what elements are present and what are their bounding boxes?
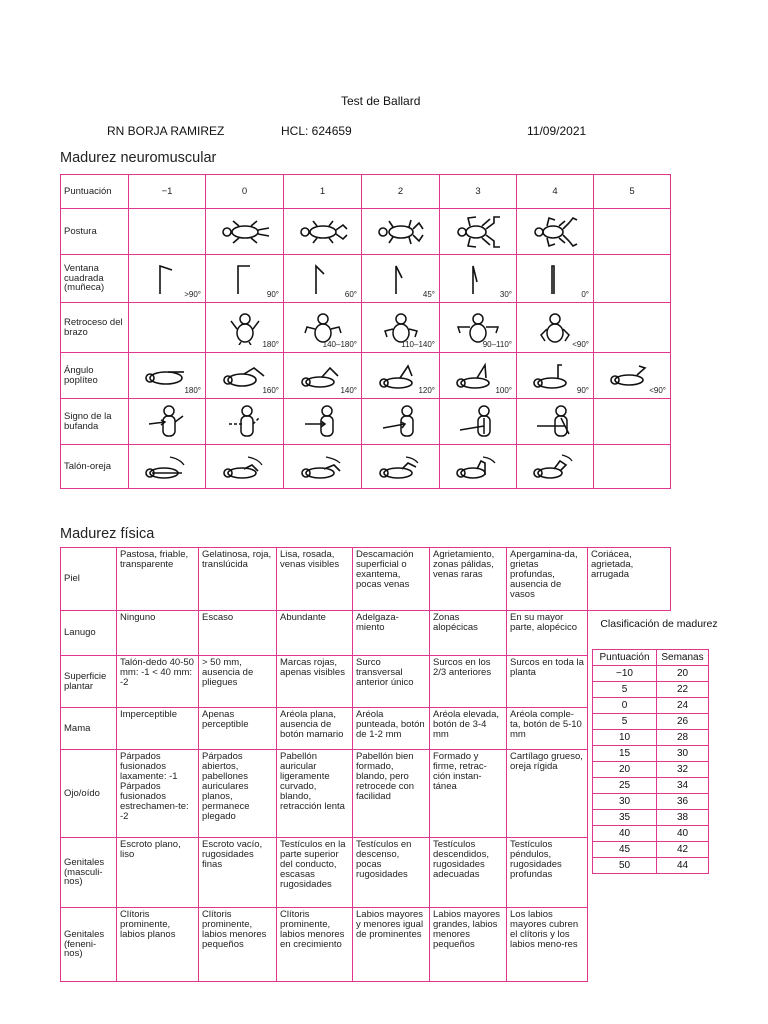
posture-cell (362, 209, 440, 255)
weeks-value: 44 (657, 858, 709, 874)
row-ojo-oido (61, 750, 671, 838)
arm-recoil-cell (362, 303, 440, 353)
popliteal-angle-icon (378, 362, 424, 390)
wrist-angle-icon (308, 262, 338, 296)
arm-recoil-cell (284, 303, 362, 353)
scarf-sign-icon (535, 404, 575, 440)
criteria-cell: Apergamina-da, grietas profundas, ausencia de vasos (507, 548, 588, 611)
angle-label: 140° (340, 385, 357, 395)
criteria-cell: Surcos en los 2/3 anteriores (430, 656, 507, 708)
score-value: 25 (593, 778, 657, 794)
table-row (593, 842, 709, 858)
angle-label: >90° (184, 289, 201, 299)
scarf-cell (517, 399, 594, 445)
angle-label: <90° (572, 339, 589, 349)
window-cell (594, 255, 671, 303)
criteria-cell: Apenas perceptible (199, 708, 277, 750)
patient-hcl: HCL: 624659 (281, 124, 352, 138)
window-cell (129, 255, 206, 303)
criteria-cell: Lisa, rosada, venas visibles (277, 548, 353, 611)
empty-cell (588, 908, 671, 982)
weeks-value: 20 (657, 666, 709, 682)
criteria-cell: Agrietamiento, zonas pálidas, venas raras (430, 548, 507, 611)
posture-figure-icon (217, 217, 273, 247)
row-ventana-cuadrada (61, 255, 671, 303)
scarf-cell (440, 399, 517, 445)
criteria-cell: Labios mayores y menores igual de prominentes (353, 908, 430, 982)
criteria-cell: Adelgaza-miento (353, 611, 430, 656)
posture-cell (517, 209, 594, 255)
patient-name: RN BORJA RAMIREZ (107, 124, 225, 138)
criteria-cell: Talón-dedo 40-50 mm: -1 < 40 mm: -2 (117, 656, 199, 708)
score-value: 0 (593, 698, 657, 714)
criteria-cell: Marcas rojas, apenas visibles (277, 656, 353, 708)
row-talon-oreja (61, 445, 671, 489)
angle-label: 120° (418, 385, 435, 395)
classification-header-row (593, 650, 709, 666)
angle-label: 60° (344, 289, 357, 299)
classification-table (592, 649, 709, 874)
score-value: 5 (593, 714, 657, 730)
neuromuscular-table (60, 174, 671, 489)
criteria-cell: Formado y firme, retrac-ción instan-tánea (430, 750, 507, 838)
row-label: Signo de la bufanda (61, 399, 129, 445)
score-value: 5 (593, 682, 657, 698)
popliteal-angle-icon (144, 362, 190, 390)
angle-label: 180° (184, 385, 201, 395)
angle-label: 45° (422, 289, 435, 299)
heel-ear-icon (532, 453, 578, 481)
row-label: Retroceso del brazo (61, 303, 129, 353)
popliteal-cell (440, 353, 517, 399)
table-row (593, 794, 709, 810)
popliteal-cell (284, 353, 362, 399)
criteria-cell: Imperceptible (117, 708, 199, 750)
score-value: 15 (593, 746, 657, 762)
wrist-angle-icon (463, 262, 493, 296)
popliteal-angle-icon (532, 362, 578, 390)
criteria-cell: Surco transversal anterior único (353, 656, 430, 708)
criteria-cell: Clítoris prominente, labios menores pequeños (199, 908, 277, 982)
angle-label: 180° (262, 339, 279, 349)
popliteal-cell (129, 353, 206, 399)
criteria-cell: Testículos descendidos, rugosidades adecuadas (430, 838, 507, 908)
angle-label: 90° (576, 385, 589, 395)
angle-label: 90–110° (482, 339, 512, 349)
heel-ear-icon (222, 453, 268, 481)
document-title: Test de Ballard (341, 94, 421, 108)
row-genitales-masculinos (61, 838, 671, 908)
score-value: −10 (593, 666, 657, 682)
criteria-cell: Pabellón bien formado, blando, pero retrocede con facilidad (353, 750, 430, 838)
score-value: 35 (593, 810, 657, 826)
criteria-cell: Coriácea, agrietada, arrugada (588, 548, 671, 611)
row-label: Genitales (masculi-nos) (61, 838, 117, 908)
criteria-cell: Descamación superficial o exantema, pocas venas (353, 548, 430, 611)
scarf-sign-icon (458, 404, 498, 440)
criteria-cell: Surcos en toda la planta (507, 656, 588, 708)
window-cell (440, 255, 517, 303)
neuromuscular-title: Madurez neuromuscular (60, 150, 217, 166)
row-label: Ventana cuadrada (muñeca) (61, 255, 129, 303)
arm-recoil-cell (594, 303, 671, 353)
window-cell (206, 255, 284, 303)
wrist-angle-icon (152, 262, 182, 296)
row-label: Mama (61, 708, 117, 750)
criteria-cell: En su mayor parte, alopécico (507, 611, 588, 656)
table-row (593, 698, 709, 714)
angle-label: 160° (262, 385, 279, 395)
criteria-cell: Zonas alopécicas (430, 611, 507, 656)
wrist-angle-icon (230, 262, 260, 296)
row-label: Postura (61, 209, 129, 255)
physical-title: Madurez física (60, 526, 155, 542)
criteria-cell: Ninguno (117, 611, 199, 656)
scarf-cell (362, 399, 440, 445)
popliteal-cell (594, 353, 671, 399)
heel-ear-icon (455, 453, 501, 481)
angle-label: 90° (266, 289, 279, 299)
heel-ear-cell (129, 445, 206, 489)
criteria-cell: Escaso (199, 611, 277, 656)
table-row (593, 778, 709, 794)
col-header-weeks: Semanas (657, 650, 709, 666)
classification-title: Clasificación de madurez (600, 618, 718, 630)
posture-figure-icon (450, 215, 506, 249)
weeks-value: 24 (657, 698, 709, 714)
scarf-sign-icon (381, 404, 421, 440)
popliteal-cell (517, 353, 594, 399)
score-cell: 1 (284, 175, 362, 209)
row-lanugo (61, 611, 671, 656)
popliteal-angle-icon (300, 362, 346, 390)
score-value: 30 (593, 794, 657, 810)
arm-recoil-cell (517, 303, 594, 353)
row-superficie-plantar (61, 656, 671, 708)
criteria-cell: Abundante (277, 611, 353, 656)
criteria-cell: Escroto vacío, rugosidades finas (199, 838, 277, 908)
score-value: 45 (593, 842, 657, 858)
row-label: Superficie plantar (61, 656, 117, 708)
table-row (593, 762, 709, 778)
heel-ear-icon (144, 453, 190, 481)
heel-ear-cell (440, 445, 517, 489)
weeks-value: 30 (657, 746, 709, 762)
weeks-value: 32 (657, 762, 709, 778)
posture-figure-icon (373, 217, 429, 247)
wrist-angle-icon (540, 262, 570, 296)
criteria-cell: Escroto plano, liso (117, 838, 199, 908)
arm-recoil-cell (206, 303, 284, 353)
criteria-cell: Cartílago grueso, oreja rígida (507, 750, 588, 838)
posture-cell (129, 209, 206, 255)
posture-figure-icon (527, 215, 583, 249)
window-cell (517, 255, 594, 303)
physical-maturity-table (60, 547, 671, 982)
row-angulo-popliteo (61, 353, 671, 399)
weeks-value: 42 (657, 842, 709, 858)
criteria-cell: Testículos péndulos, rugosidades profundas (507, 838, 588, 908)
wrist-angle-icon (386, 262, 416, 296)
scarf-sign-icon (147, 404, 187, 440)
score-cell: −1 (129, 175, 206, 209)
row-label: Genitales (feneni-nos) (61, 908, 117, 982)
criteria-cell: Aréola plana, ausencia de botón mamario (277, 708, 353, 750)
col-header-score: Puntuación (593, 650, 657, 666)
popliteal-angle-icon (222, 362, 268, 390)
score-cell: 3 (440, 175, 517, 209)
row-genitales-femeninos (61, 908, 671, 982)
criteria-cell: Aréola elevada, botón de 3-4 mm (430, 708, 507, 750)
posture-cell (206, 209, 284, 255)
weeks-value: 36 (657, 794, 709, 810)
popliteal-angle-icon (455, 362, 501, 390)
table-row (593, 666, 709, 682)
heel-ear-cell (206, 445, 284, 489)
criteria-cell: Pastosa, friable, transparente (117, 548, 199, 611)
criteria-cell: Clítoris prominente, labios planos (117, 908, 199, 982)
score-value: 50 (593, 858, 657, 874)
weeks-value: 22 (657, 682, 709, 698)
criteria-cell: Aréola punteada, botón de 1-2 mm (353, 708, 430, 750)
window-cell (362, 255, 440, 303)
scarf-sign-icon (225, 404, 265, 440)
criteria-cell: Testículos en la parte superior del conducto, escasas rugosidades (277, 838, 353, 908)
arm-recoil-cell (129, 303, 206, 353)
posture-cell (284, 209, 362, 255)
popliteal-cell (362, 353, 440, 399)
angle-label: 100° (495, 385, 512, 395)
criteria-cell: Gelatinosa, roja, translúcida (199, 548, 277, 611)
score-cell: 5 (594, 175, 671, 209)
posture-figure-icon (295, 217, 351, 247)
score-cell: 4 (517, 175, 594, 209)
weeks-value: 26 (657, 714, 709, 730)
score-cell: 0 (206, 175, 284, 209)
popliteal-angle-icon (609, 362, 655, 390)
angle-label: 110–140° (401, 339, 435, 349)
scarf-cell (206, 399, 284, 445)
heel-ear-cell (594, 445, 671, 489)
row-piel (61, 548, 671, 611)
window-cell (284, 255, 362, 303)
arm-recoil-icon (535, 311, 575, 345)
table-row (593, 810, 709, 826)
score-cell: 2 (362, 175, 440, 209)
heel-ear-cell (284, 445, 362, 489)
weeks-value: 40 (657, 826, 709, 842)
heel-ear-cell (517, 445, 594, 489)
angle-label: 140–180° (322, 339, 357, 349)
table-row (593, 730, 709, 746)
score-value: 40 (593, 826, 657, 842)
posture-cell (594, 209, 671, 255)
table-row (593, 858, 709, 874)
criteria-cell: > 50 mm, ausencia de pliegues (199, 656, 277, 708)
criteria-cell: Los labios mayores cubren el clítoris y los labios meno-res (507, 908, 588, 982)
angle-label: 30° (499, 289, 512, 299)
scarf-sign-icon (303, 404, 343, 440)
criteria-cell: Aréola comple-ta, botón de 5-10 mm (507, 708, 588, 750)
row-signo-bufanda (61, 399, 671, 445)
heel-ear-cell (362, 445, 440, 489)
score-header-row (61, 175, 671, 209)
exam-date: 11/09/2021 (527, 124, 587, 138)
angle-label: <90° (649, 385, 666, 395)
row-retroceso-brazo (61, 303, 671, 353)
row-label: Piel (61, 548, 117, 611)
heel-ear-icon (300, 453, 346, 481)
row-mama (61, 708, 671, 750)
arm-recoil-icon (225, 311, 265, 345)
arm-recoil-cell (440, 303, 517, 353)
table-row (593, 714, 709, 730)
row-label: Talón-oreja (61, 445, 129, 489)
posture-cell (440, 209, 517, 255)
criteria-cell: Párpados abiertos, pabellones auriculares planos, permanece plegado (199, 750, 277, 838)
row-label: Ojo/oído (61, 750, 117, 838)
score-value: 10 (593, 730, 657, 746)
popliteal-cell (206, 353, 284, 399)
heel-ear-icon (378, 453, 424, 481)
weeks-value: 28 (657, 730, 709, 746)
score-label: Puntuación (61, 175, 129, 209)
criteria-cell: Párpados fusionados laxamente: -1 Párpados fusionados estrechamen-te: -2 (117, 750, 199, 838)
weeks-value: 38 (657, 810, 709, 826)
score-value: 20 (593, 762, 657, 778)
row-label: Lanugo (61, 611, 117, 656)
table-row (593, 682, 709, 698)
row-label: Ángulo poplíteo (61, 353, 129, 399)
criteria-cell: Clítoris prominente, labios menores en crecimiento (277, 908, 353, 982)
criteria-cell: Testículos en descenso, pocas rugosidades (353, 838, 430, 908)
criteria-cell: Pabellón auricular ligeramente curvado, blando, retracción lenta (277, 750, 353, 838)
criteria-cell: Labios mayores grandes, labios menores pequeños (430, 908, 507, 982)
weeks-value: 34 (657, 778, 709, 794)
scarf-cell (129, 399, 206, 445)
scarf-cell (284, 399, 362, 445)
scarf-cell (594, 399, 671, 445)
angle-label: 0° (581, 289, 589, 299)
table-row (593, 826, 709, 842)
table-row (593, 746, 709, 762)
row-postura (61, 209, 671, 255)
